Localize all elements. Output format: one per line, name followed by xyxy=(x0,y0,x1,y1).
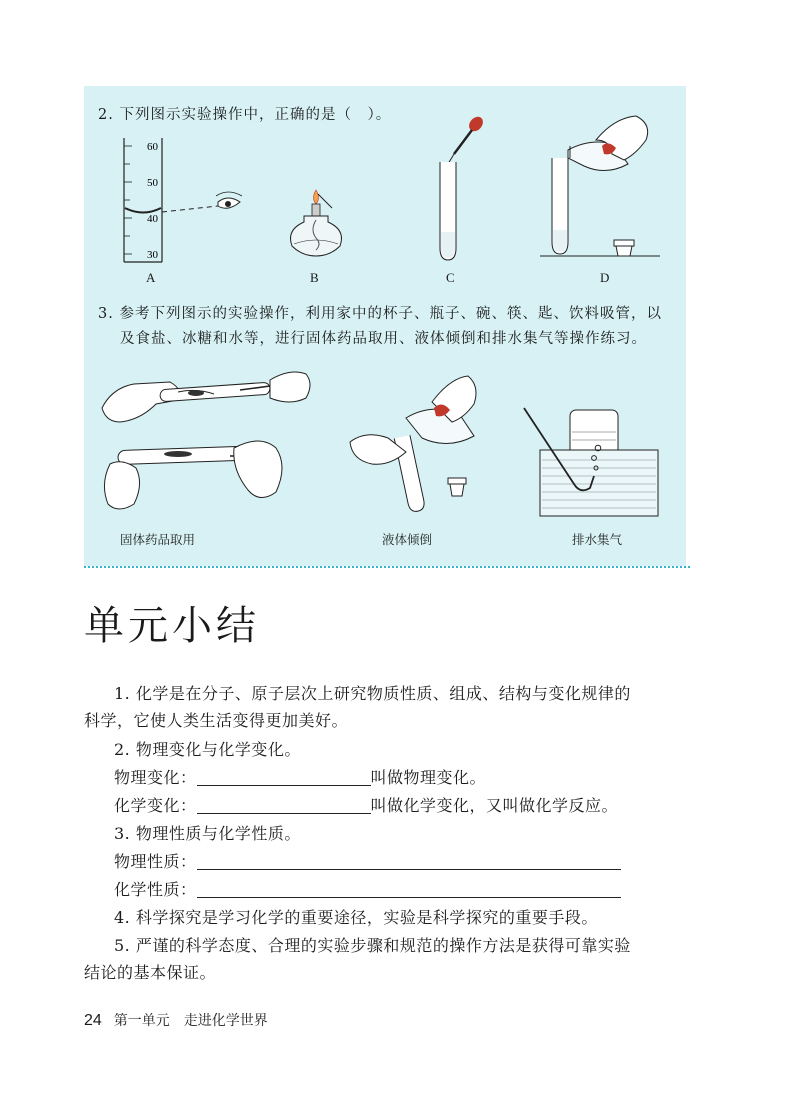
cylinder-tick: 30 xyxy=(147,249,158,261)
question-2: 2. 下列图示实验操作中，正确的是（ ）。 xyxy=(98,107,392,123)
chemical-change-suffix: 叫做化学变化，又叫做化学反应。 xyxy=(370,796,619,815)
chemical-change-row xyxy=(114,792,618,819)
box-dotted-border xyxy=(84,566,690,568)
physical-property-blank[interactable] xyxy=(197,853,621,870)
cylinder-tick: 40 xyxy=(147,213,158,225)
page-footer xyxy=(84,1010,268,1030)
chemical-property-row xyxy=(114,876,621,903)
summary-item-3: 3. 物理性质与化学性质。 xyxy=(114,824,301,843)
physical-change-row xyxy=(114,764,486,791)
caption-liquid-pouring: 液体倾倒 xyxy=(382,532,433,547)
physical-property-label: 物理性质： xyxy=(114,852,197,871)
figure-liquid-pouring xyxy=(346,368,486,514)
option-label-b: B xyxy=(310,270,319,285)
summary-item-1-line-2: 科学，它使人类生活变得更加美好。 xyxy=(84,711,349,730)
summary-item-4: 4. 科学探究是学习化学的重要途径，实验是科学探究的重要手段。 xyxy=(114,908,598,927)
figure-solid-reagent xyxy=(100,364,320,524)
summary-item-5-line-2: 结论的基本保证。 xyxy=(84,963,217,982)
figure-water-displacement xyxy=(520,404,670,522)
chemical-property-blank[interactable] xyxy=(197,881,621,898)
figure-option-c xyxy=(432,114,492,264)
summary-item-2: 2. 物理变化与化学变化。 xyxy=(114,740,301,759)
figure-option-a xyxy=(110,138,250,266)
option-label-c: C xyxy=(446,270,455,285)
summary-item-1-line-1: 1. 化学是在分子、原子层次上研究物质性质、组成、结构与变化规律的 xyxy=(114,684,631,703)
page-number: 24 xyxy=(84,1012,102,1029)
physical-property-row xyxy=(114,848,621,875)
chemical-property-label: 化学性质： xyxy=(114,880,197,899)
caption-solid-reagent: 固体药品取用 xyxy=(120,532,196,547)
figure-option-d xyxy=(540,110,666,260)
option-label-a: A xyxy=(146,270,156,285)
figure-option-b xyxy=(280,186,350,262)
summary-item-5-line-1: 5. 严谨的科学态度、合理的实验步骤和规范的操作方法是获得可靠实验 xyxy=(114,936,631,955)
question-3-line-1: 3. 参考下列图示的实验操作，利用家中的杯子、瓶子、碗、筷、匙、饮料吸管，以 xyxy=(98,306,662,322)
chemical-change-label: 化学变化： xyxy=(114,796,197,815)
physical-change-suffix: 叫做物理变化。 xyxy=(370,768,487,787)
physical-change-label: 物理变化： xyxy=(114,768,197,787)
physical-change-blank[interactable] xyxy=(197,769,371,786)
option-label-d: D xyxy=(600,270,610,285)
cylinder-tick: 50 xyxy=(147,177,158,189)
unit-title: 第一单元 走进化学世界 xyxy=(113,1013,268,1029)
section-title: 单元小结 xyxy=(84,603,260,649)
question-3-line-2: 及食盐、冰糖和水等，进行固体药品取用、液体倾倒和排水集气等操作练习。 xyxy=(120,331,647,347)
caption-water-displacement: 排水集气 xyxy=(572,532,623,547)
chemical-change-blank[interactable] xyxy=(197,797,371,814)
cylinder-tick: 60 xyxy=(147,141,158,153)
